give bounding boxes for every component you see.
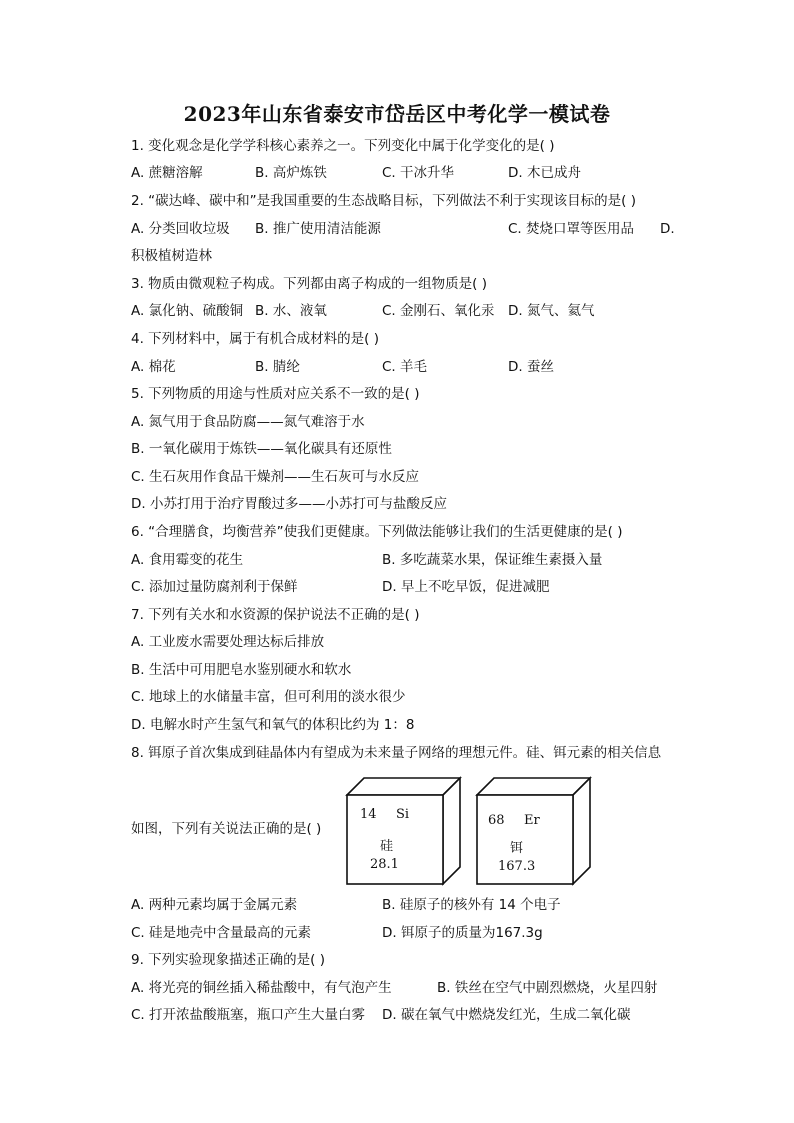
question-8-stem-continued: 如图，下列有关说法正确的是( ) (131, 821, 322, 837)
question-3-option-c: C. 金刚石、氧化汞 (382, 303, 495, 319)
erbium-name: 铒 (510, 841, 524, 856)
question-9-option-b: B. 铁丝在空气中剧烈燃烧，火星四射 (437, 980, 658, 996)
question-9-option-c: C. 打开浓盐酸瓶塞，瓶口产生大量白雾 (131, 1007, 366, 1023)
question-6-option-c: C. 添加过量防腐剂利于保鲜 (131, 579, 298, 595)
question-8-option-c: C. 硅是地壳中含量最高的元素 (131, 925, 312, 941)
question-5-option-b: B. 一氧化碳用于炼铁——氧化碳具有还原性 (131, 441, 392, 457)
question-6-stem: 6. “合理膳食，均衡营养”使我们更健康。下列做法能够让我们的生活更健康的是( ) (131, 524, 623, 540)
question-3-option-a: A. 氯化钠、硫酸铜 (131, 303, 244, 319)
question-8-stem: 8. 铒原子首次集成到硅晶体内有望成为未来量子网络的理想元件。硅、铒元素的相关信息 (131, 745, 662, 761)
question-3-option-d: D. 氮气、氦气 (508, 303, 595, 319)
silicon-symbol: Si (396, 807, 410, 822)
silicon-name: 硅 (380, 839, 394, 854)
question-2-option-b: B. 推广使用清洁能源 (255, 221, 381, 237)
question-9-stem: 9. 下列实验现象描述正确的是( ) (131, 952, 325, 968)
silicon-atomic-mass: 28.1 (370, 857, 399, 872)
question-8-option-a: A. 两种元素均属于金属元素 (131, 897, 298, 913)
silicon-atomic-number: 14 (360, 807, 377, 822)
page-title: 2023年山东省泰安市岱岳区中考化学一模试卷 (183, 102, 611, 126)
question-7-option-b: B. 生活中可用肥皂水鉴别硬水和软水 (131, 662, 352, 678)
silicon-element-card (344, 775, 464, 887)
question-7-option-c: C. 地球上的水储量丰富，但可利用的淡水很少 (131, 689, 406, 705)
erbium-atomic-number: 68 (488, 813, 505, 828)
question-6-option-a: A. 食用霉变的花生 (131, 552, 244, 568)
question-7-stem: 7. 下列有关水和水资源的保护说法不正确的是( ) (131, 607, 420, 623)
question-4-option-a: A. 棉花 (131, 359, 176, 375)
question-1-option-a: A. 蔗糖溶解 (131, 165, 203, 181)
question-9-option-a: A. 将光亮的铜丝插入稀盐酸中，有气泡产生 (131, 980, 392, 996)
question-7-option-d: D. 电解水时产生氢气和氧气的体积比约为 1：8 (131, 717, 415, 733)
question-2-stem: 2. “碳达峰、碳中和”是我国重要的生态战略目标，下列做法不利于实现该目标的是( ) (131, 193, 636, 209)
question-6-option-d: D. 早上不吃早饭，促进减肥 (382, 579, 550, 595)
question-1-option-b: B. 高炉炼铁 (255, 165, 327, 181)
question-5-option-c: C. 生石灰用作食品干燥剂——生石灰可与水反应 (131, 469, 420, 485)
question-4-stem: 4. 下列材料中，属于有机合成材料的是( ) (131, 331, 379, 347)
question-5-option-a: A. 氮气用于食品防腐——氮气难溶于水 (131, 414, 365, 430)
question-2-option-c: C. 焚烧口罩等医用品 (508, 221, 635, 237)
question-4-option-c: C. 羊毛 (382, 359, 428, 375)
erbium-element-card (474, 775, 594, 887)
question-5-option-d: D. 小苏打用于治疗胃酸过多——小苏打可与盐酸反应 (131, 496, 447, 512)
question-1-option-d: D. 木已成舟 (508, 165, 581, 181)
question-3-option-b: B. 水、液氧 (255, 303, 327, 319)
question-9-option-d: D. 碳在氧气中燃烧发红光，生成二氧化碳 (382, 1007, 631, 1023)
erbium-symbol: Er (524, 813, 540, 828)
question-1-stem: 1. 变化观念是化学学科核心素养之一。下列变化中属于化学变化的是( ) (131, 138, 555, 154)
erbium-atomic-mass: 167.3 (498, 859, 536, 874)
question-2-option-a: A. 分类回收垃圾 (131, 221, 230, 237)
question-1-option-c: C. 干冰升华 (382, 165, 455, 181)
question-7-option-a: A. 工业废水需要处理达标后排放 (131, 634, 325, 650)
question-5-stem: 5. 下列物质的用途与性质对应关系不一致的是( ) (131, 386, 420, 402)
question-2-option-d-text: 积极植树造林 (131, 248, 212, 264)
question-8-option-d: D. 铒原子的质量为167.3g (382, 925, 543, 941)
question-8-option-b: B. 硅原子的核外有 14 个电子 (382, 897, 561, 913)
question-4-option-b: B. 腈纶 (255, 359, 300, 375)
question-6-option-b: B. 多吃蔬菜水果，保证维生素摄入量 (382, 552, 603, 568)
question-2-option-d: D. (660, 221, 675, 237)
question-3-stem: 3. 物质由微观粒子构成。下列都由离子构成的一组物质是( ) (131, 276, 487, 292)
question-4-option-d: D. 蚕丝 (508, 359, 554, 375)
